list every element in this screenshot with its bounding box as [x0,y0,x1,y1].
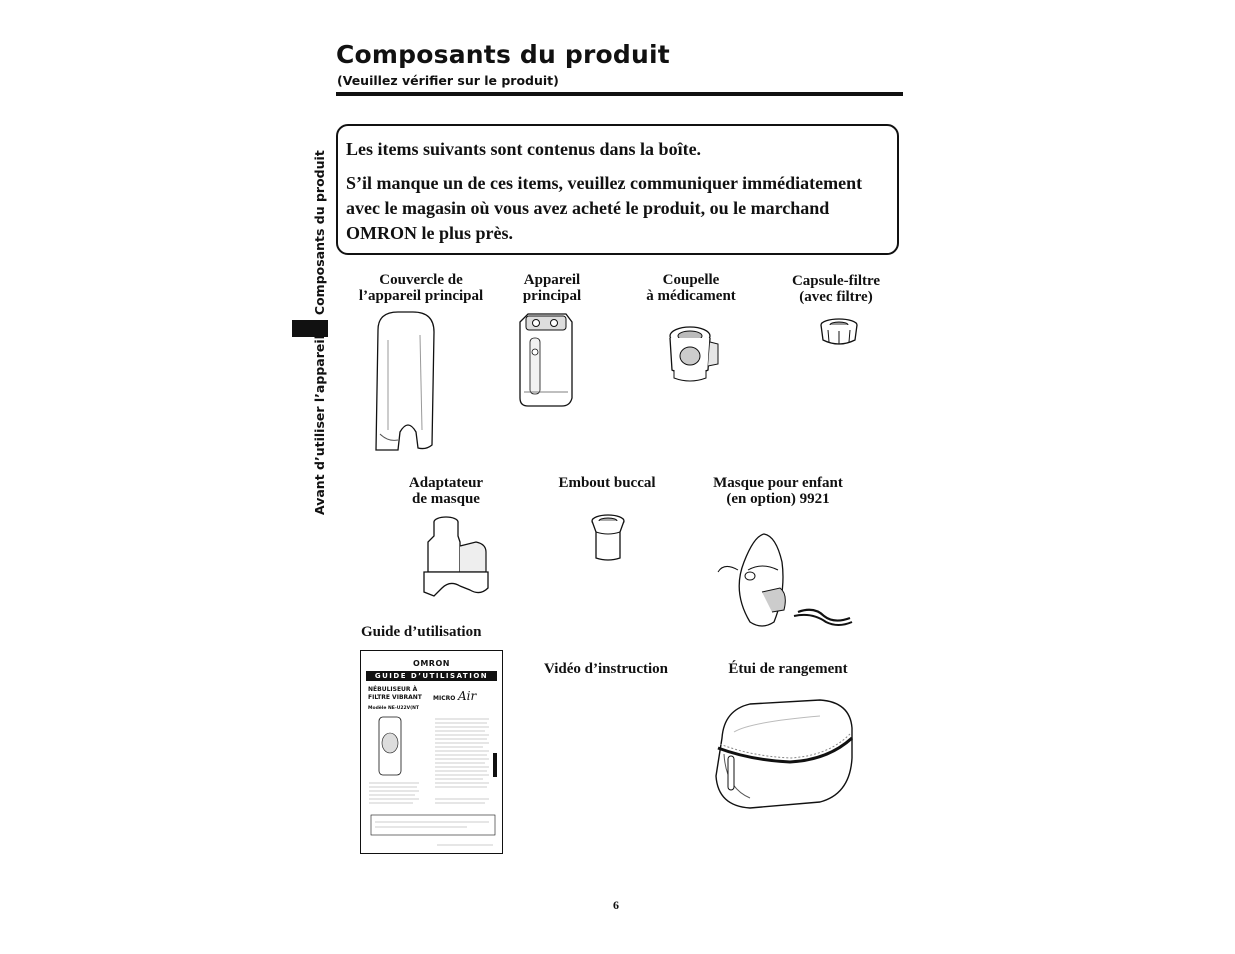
notice-line-1: Les items suivants sont contenus dans la boîte. [346,139,702,159]
label-guide: Guide d’utilisation [361,624,482,640]
side-tab [312,140,327,515]
side-tab-section: Composants du produit [312,150,327,316]
main-unit-illustration [516,310,576,410]
guide-band: GUIDE D’UTILISATION [366,671,497,681]
guide-booklet [360,650,503,854]
label-video: Vidéo d’instruction [543,661,669,677]
case-illustration [710,698,856,810]
title-rule [336,92,903,96]
label-cover: Couvercle de l’appareil principal [358,272,484,304]
guide-model: Modèle NE-U22V(NT [368,706,420,711]
mouthpiece-illustration [590,514,626,562]
guide-product-name: NÉBULISEUR À FILTRE VIBRANT [368,686,422,701]
label-filter-cap: Capsule-filtre (avec filtre) [791,273,881,305]
label-case: Étui de rangement [728,661,848,677]
label-med-cup: Coupelle à médicament [646,272,736,304]
cover-illustration [368,310,438,455]
notice-line-3: avec le magasin où vous avez acheté le produit, ou le marchand [346,198,830,218]
filter-cap-illustration [818,316,860,348]
med-cup-illustration [664,320,724,384]
side-tab-chapter: Avant d’utiliser l’appareil [312,335,327,515]
guide-micro: MICRO [433,695,456,702]
child-mask-illustration [714,532,860,632]
guide-brand: OMRON [413,659,450,668]
label-mask-adapter: Adaptateur de masque [408,475,484,507]
page-number: 6 [613,898,619,912]
page-title: Composants du produit [336,40,670,69]
page-subtitle: (Veuillez vérifier sur le produit) [337,73,559,88]
mask-adapter-illustration [420,516,492,598]
guide-air: Air [458,689,477,703]
label-child-mask: Masque pour enfant (en option) 9921 [713,475,843,507]
notice-line-2: S’il manque un de ces items, veuillez communiquer immédiatement [346,173,863,193]
notice-line-4: OMRON le plus près. [346,223,514,243]
label-main-unit: Appareil principal [522,272,582,304]
guide-cover-art [367,713,497,848]
label-mouthpiece: Embout buccal [558,475,656,491]
